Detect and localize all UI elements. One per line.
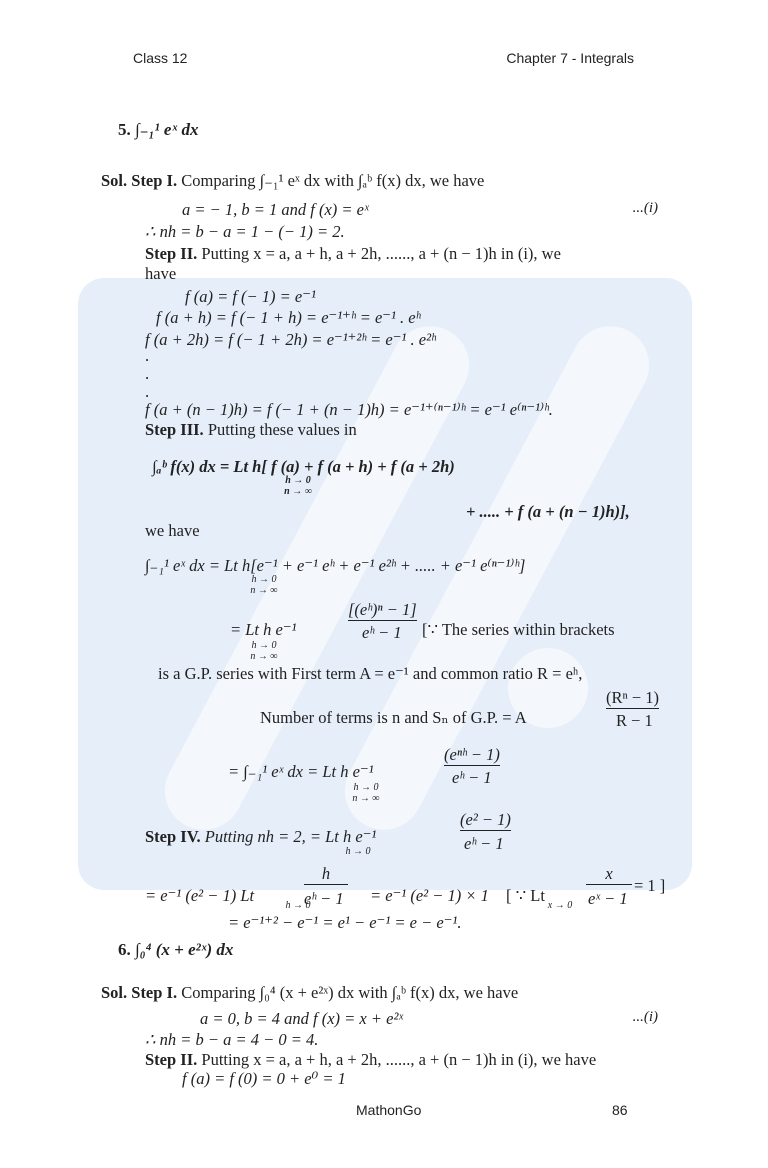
q6-question: ∫₀⁴ (x + e²ˣ) dx [135, 940, 234, 959]
terms-numerator: (Rⁿ − 1) [606, 688, 659, 707]
step-label: Step IV. [145, 827, 201, 846]
footer-brand: MathonGo [356, 1102, 422, 1118]
definition-cont: + ..... + f (a + (n − 1)h)], [466, 502, 630, 521]
final-numerator: h [304, 864, 348, 885]
q5-step4-text: Putting nh = 2, = Lt h e⁻¹ [204, 827, 377, 846]
q5-step1-text: Comparing ∫₋₁¹ eˣ dx with ∫ₐᵇ f(x) dx, we have [181, 171, 485, 190]
gp-note: [∵ The series within brackets [422, 620, 615, 639]
f-line: f (a + 2h) = f (− 1 + 2h) = e⁻¹⁺²ʰ = e⁻¹ . e²ʰ [145, 330, 436, 349]
definition-line: ∫ₐᵇ f(x) dx = Lt h[ f (a) + f (a + h) + f (a + 2h) [152, 457, 455, 476]
step-label: Step III. [145, 420, 204, 439]
q6-number: 6. [118, 940, 131, 959]
final-numerator-2: x [586, 864, 632, 885]
result-denominator: eʰ − 1 [452, 768, 492, 787]
limit-h: h → 0 [251, 640, 277, 651]
f-line: . [145, 382, 150, 401]
q5-question: ∫₋₁¹ eˣ dx [135, 120, 199, 139]
gp-line: = Lt h e⁻¹ [230, 620, 297, 639]
limit-n: n → ∞ [250, 651, 278, 662]
limit-h: h → 0 [353, 782, 379, 793]
q5-line-nh: ∴ nh = b − a = 1 − (− 1) = 2. [145, 222, 345, 241]
step-label: Step I. [131, 171, 178, 190]
limit-n: n → ∞ [250, 585, 278, 596]
limit-h: h → 0 [251, 574, 277, 585]
we-have: we have [145, 521, 200, 540]
final-denominator: eʰ − 1 [304, 889, 344, 908]
q5-step3-text: Putting these values in [207, 420, 357, 439]
sum-line: ∫₋₁¹ eˣ dx = Lt h[e⁻¹ + e⁻¹ eʰ + e⁻¹ e²ʰ + ..... + e⁻¹ e⁽ⁿ⁻¹⁾ʰ] [145, 556, 526, 575]
q5-line-a: a = − 1, b = 1 and f (x) = eˣ [182, 200, 369, 219]
limit-h: h → 0 [285, 900, 311, 911]
step4-denominator: eʰ − 1 [464, 834, 504, 853]
final-mid: = e⁻¹ (e² − 1) × 1 [370, 886, 489, 905]
q5-step2-text: Putting x = a, a + h, a + 2h, ......, a + (n − 1)h in (i), we [201, 244, 561, 263]
f-line: f (a) = f (− 1) = e⁻¹ [185, 287, 316, 306]
step-label: Step II. [145, 1050, 198, 1069]
final-note: [ ∵ Lt [506, 886, 545, 905]
step4-numerator: (e² − 1) [460, 810, 511, 829]
limit-h: h → 0 [345, 846, 371, 857]
q6-sol-label: Sol. [101, 983, 128, 1002]
gp-note2: is a G.P. series with First term A = e⁻¹ and common ratio R = eʰ, [158, 664, 583, 683]
q6-ref: ...(i) [632, 1009, 658, 1025]
q6-line-a: a = 0, b = 4 and f (x) = x + e²ˣ [200, 1009, 404, 1028]
terms-text: Number of terms is n and Sₙ of G.P. = A [260, 708, 527, 727]
limit-n: n → ∞ [352, 793, 380, 804]
result-line: = ∫₋₁¹ eˣ dx = Lt h e⁻¹ [228, 762, 374, 781]
final-eq: = 1 ] [634, 876, 666, 895]
final-line-1: = e⁻¹ (e² − 1) Lt [145, 886, 255, 905]
q5-number: 5. [118, 120, 131, 139]
step-label: Step I. [131, 983, 178, 1002]
final-line-2: = e⁻¹⁺² − e⁻¹ = e¹ − e⁻¹ = e − e⁻¹. [228, 913, 462, 932]
header-chapter: Chapter 7 - Integrals [506, 50, 634, 66]
limit-n: n → ∞ [284, 486, 312, 497]
page-number: 86 [612, 1102, 628, 1118]
terms-denominator: R − 1 [616, 711, 653, 730]
q5-step2-cont: have [145, 264, 177, 283]
q6-step1-text: Comparing ∫₀⁴ (x + e²ˣ) dx with ∫ₐᵇ f(x) dx, we have [181, 983, 519, 1002]
q5-sol-label: Sol. [101, 171, 128, 190]
gp-denominator: eʰ − 1 [362, 623, 402, 642]
limit-h: h → 0 [285, 475, 311, 486]
q6-line-nh: ∴ nh = b − a = 4 − 0 = 4. [145, 1030, 319, 1049]
step-label: Step II. [145, 244, 198, 263]
f-line: . [145, 346, 150, 365]
f-line: f (a + h) = f (− 1 + h) = e⁻¹⁺ʰ = e⁻¹ . eʰ [156, 308, 421, 327]
q5-ref: ...(i) [632, 200, 658, 216]
q6-step2-text: Putting x = a, a + h, a + 2h, ......, a + (n − 1)h in (i), we have [201, 1050, 597, 1069]
f-line: f (a + (n − 1)h) = f (− 1 + (n − 1)h) = e⁻¹⁺⁽ⁿ⁻¹⁾ʰ = e⁻¹ e⁽ⁿ⁻¹⁾ʰ. [145, 400, 553, 419]
f-line: . [145, 364, 150, 383]
result-numerator: (eⁿʰ − 1) [444, 745, 500, 764]
limit-x: x → 0 [547, 900, 573, 911]
header-class: Class 12 [133, 50, 188, 66]
gp-numerator: [(eʰ)ⁿ − 1] [348, 600, 417, 619]
final-denominator-2: eˣ − 1 [588, 889, 628, 908]
q6-f0: f (a) = f (0) = 0 + e⁰ = 1 [182, 1069, 346, 1088]
